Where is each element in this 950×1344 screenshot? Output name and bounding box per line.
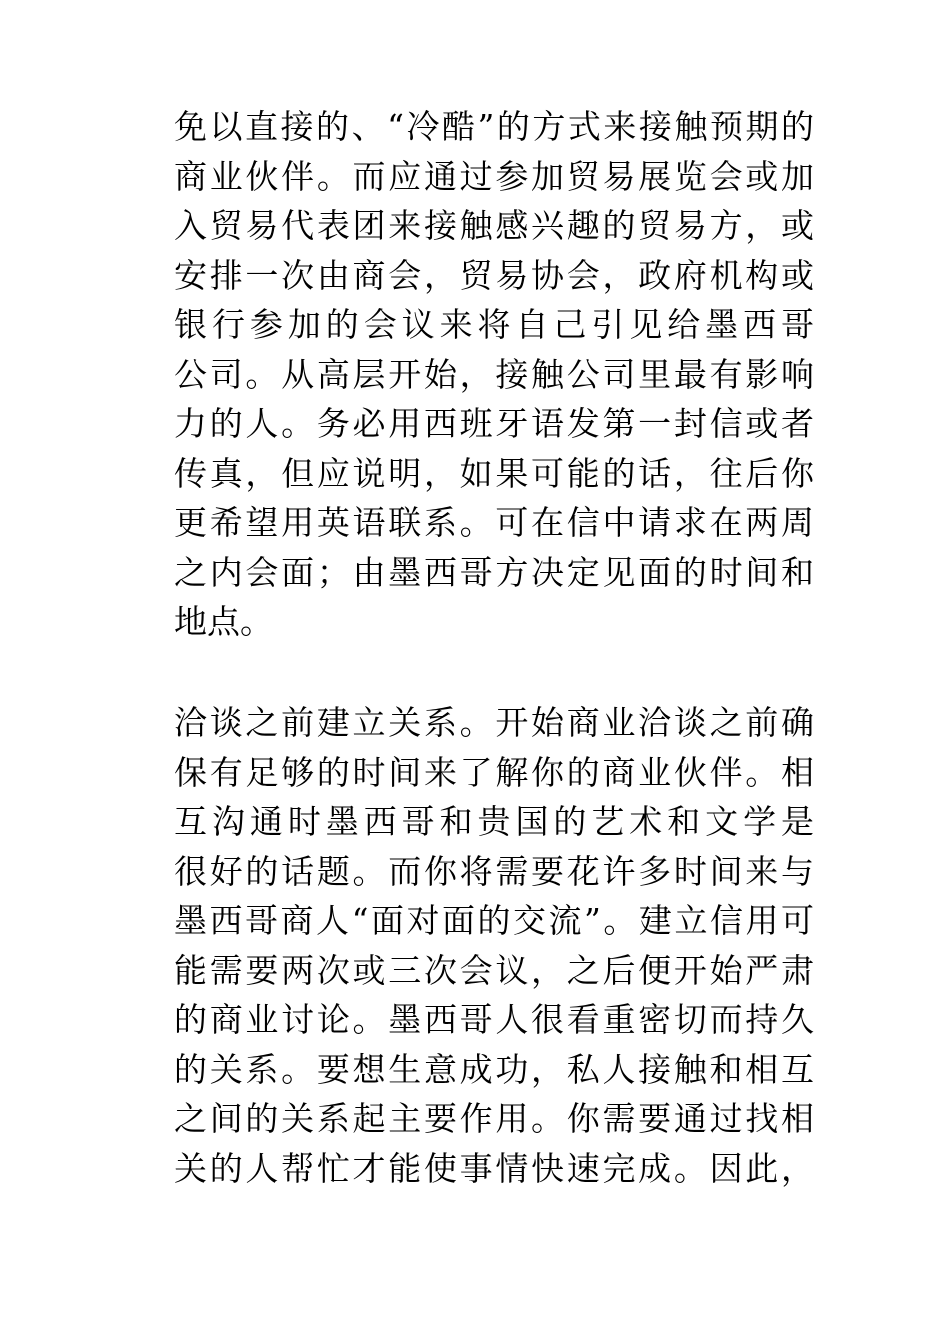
text-line: 地点。: [174, 602, 273, 641]
text-line: 更希望用英语联系。可在信中请求在两周: [174, 503, 814, 542]
text-line: 保有足够的时间来了解你的商业伙伴。相: [174, 752, 814, 792]
text-line: 力的人。务必用西班牙语发第一封信或者: [174, 404, 814, 443]
text-line: 很好的话题。而你将需要花许多时间来与: [174, 851, 814, 891]
paragraph: [174, 102, 814, 647]
text-line: 互沟通时墨西哥和贵国的艺术和文学是: [174, 802, 814, 841]
text-line: 安排一次由商会，贸易协会，政府机构或: [174, 255, 814, 295]
text-line: 墨西哥商人“面对面的交流”。建立信用可: [174, 901, 814, 940]
text-line: 商业伙伴。而应通过参加贸易展览会或加: [174, 156, 814, 196]
text-line: 入贸易代表团来接触感兴趣的贸易方，或: [174, 206, 814, 245]
text-line: 之内会面；由墨西哥方决定见面的时间和: [174, 552, 814, 592]
text-line: 洽谈之前建立关系。开始商业洽谈之前确: [174, 703, 814, 742]
text-line: 公司。从高层开始，接触公司里最有影响: [174, 354, 814, 394]
text-line: 的商业讨论。墨西哥人很看重密切而持久: [174, 1000, 814, 1039]
text-line: 银行参加的会议来将自己引见给墨西哥: [174, 305, 814, 344]
text-line: 的关系。要想生意成功，私人接触和相互: [174, 1049, 814, 1089]
text-line: 关的人帮忙才能使事情快速完成。因此，: [174, 1148, 814, 1188]
text-line: 传真，但应说明，如果可能的话，往后你: [174, 453, 814, 493]
text-line: 免以直接的、“冷酷”的方式来接触预期的: [174, 107, 814, 146]
text-line: 能需要两次或三次会议，之后便开始严肃: [174, 950, 814, 990]
paragraph: [174, 698, 814, 1193]
text-line: 之间的关系起主要作用。你需要通过找相: [174, 1099, 814, 1138]
